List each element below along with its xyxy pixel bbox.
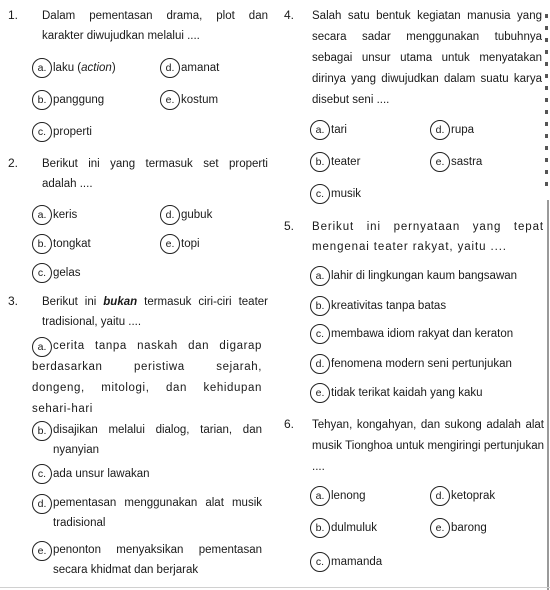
option-text: disajikan melalui dialog, tarian, dan nyanyian — [53, 424, 262, 456]
option-letter: b. — [32, 90, 52, 110]
edge-dash — [545, 74, 548, 78]
option-letter: a. — [310, 486, 330, 506]
question-text: Berikut ini bukan termasuk ciri-ciri teater tradisional, yaitu .... — [42, 296, 268, 328]
option-1e[interactable] — [160, 90, 218, 110]
option-letter: c. — [310, 324, 330, 344]
option-text: sastra — [451, 156, 483, 168]
option-6e[interactable] — [430, 518, 487, 538]
option-text: fenomena modern seni pertunjukan — [331, 358, 512, 370]
option-6a[interactable] — [310, 486, 366, 506]
option-4d[interactable] — [430, 120, 474, 140]
option-letter: c. — [310, 184, 330, 204]
option-text: kreativitas tanpa batas — [331, 300, 447, 312]
edge-dash — [545, 182, 548, 186]
edge-dash — [545, 170, 548, 174]
edge-dash — [545, 110, 548, 114]
option-6b[interactable] — [310, 518, 377, 538]
option-5c[interactable] — [310, 324, 513, 344]
page-edge — [544, 0, 550, 590]
option-3c[interactable] — [32, 464, 150, 484]
question-number: 2. — [8, 156, 19, 170]
option-text: gelas — [53, 267, 81, 279]
option-4a[interactable] — [310, 120, 347, 140]
edge-dash — [545, 62, 548, 66]
question-text: Berikut ini pernyataan yang tepat mengenai teater rakyat, yaitu .... — [312, 221, 544, 253]
option-letter: d. — [160, 58, 180, 78]
option-text: laku (action) — [53, 62, 116, 74]
option-text: tari — [331, 124, 347, 136]
option-letter: a. — [32, 337, 52, 357]
option-letter: e. — [310, 383, 330, 403]
option-letter: c. — [32, 122, 52, 142]
edge-dash — [545, 50, 548, 54]
option-letter: e. — [430, 152, 450, 172]
option-letter: e. — [160, 90, 180, 110]
edge-dash — [545, 134, 548, 138]
option-letter: c. — [310, 552, 330, 572]
option-text: pementasan menggunakan alat musik tradisional — [53, 497, 262, 529]
option-letter: d. — [430, 486, 450, 506]
option-6d[interactable] — [430, 486, 495, 506]
option-letter: b. — [32, 421, 52, 441]
question-number: 5. — [284, 219, 295, 233]
option-letter: e. — [430, 518, 450, 538]
option-2a[interactable] — [32, 205, 77, 225]
option-3d[interactable] — [32, 493, 262, 533]
option-letter: b. — [32, 234, 52, 254]
option-5d[interactable] — [310, 354, 512, 374]
option-4b[interactable] — [310, 152, 360, 172]
option-text: lahir di lingkungan kaum bangsawan — [331, 270, 518, 282]
option-text: topi — [181, 238, 200, 250]
edge-dash — [545, 146, 548, 150]
option-1c[interactable] — [32, 122, 92, 142]
question-text: Dalam pementasan drama, plot dan karakter diwujudkan melalui .... — [42, 10, 268, 42]
option-letter: a. — [310, 120, 330, 140]
question-number: 4. — [284, 8, 295, 22]
option-2b[interactable] — [32, 234, 91, 254]
option-letter: c. — [32, 263, 52, 283]
option-letter: b. — [310, 152, 330, 172]
option-text: mamanda — [331, 556, 383, 568]
option-letter: d. — [32, 494, 52, 514]
option-text: tidak terikat kaidah yang kaku — [331, 387, 483, 399]
option-5a[interactable] — [310, 266, 517, 286]
option-1b[interactable] — [32, 90, 104, 110]
option-letter: b. — [310, 518, 330, 538]
option-text: ketoprak — [451, 490, 496, 502]
option-text: rupa — [451, 124, 475, 136]
option-text: lenong — [331, 490, 366, 502]
option-4e[interactable] — [430, 152, 482, 172]
question-text: Berikut ini yang termasuk set properti adalah .... — [42, 158, 268, 190]
question-number: 6. — [284, 417, 295, 431]
option-4c[interactable] — [310, 184, 361, 204]
option-5b[interactable] — [310, 296, 446, 316]
option-text: penonton menyaksikan pementasan secara khidmat dan berjarak — [53, 544, 262, 576]
option-text: panggung — [53, 94, 105, 106]
edge-dash — [545, 14, 548, 18]
option-text: cerita tanpa naskah dan digarap berdasarkan peristiwa sejarah, dongeng, mitologi, dan kehidupan sehari-hari — [32, 340, 262, 415]
option-letter: b. — [310, 296, 330, 316]
option-text: tongkat — [53, 238, 91, 250]
edge-dash — [545, 38, 548, 42]
edge-dash — [545, 86, 548, 90]
option-3e[interactable] — [32, 540, 262, 580]
option-letter: e. — [32, 541, 52, 561]
option-letter: d. — [310, 354, 330, 374]
question-number: 3. — [8, 294, 19, 308]
option-letter: a. — [32, 205, 52, 225]
option-6c[interactable] — [310, 552, 382, 572]
option-text: ada unsur lawakan — [53, 468, 150, 480]
option-text: dulmuluk — [331, 522, 378, 534]
option-3b[interactable] — [32, 420, 262, 460]
edge-dash — [545, 122, 548, 126]
option-text: kostum — [181, 94, 219, 106]
edge-bar — [547, 200, 549, 590]
bottom-line — [0, 587, 550, 588]
edge-dash — [545, 26, 548, 30]
emphasis-word: bukan — [103, 296, 138, 308]
option-text: barong — [451, 522, 487, 534]
option-text: amanat — [181, 62, 220, 74]
option-letter: d. — [160, 205, 180, 225]
question-number: 1. — [8, 8, 19, 22]
edge-dash — [545, 158, 548, 162]
option-letter: a. — [32, 58, 52, 78]
option-5e[interactable] — [310, 383, 483, 403]
question-text: Salah satu bentuk kegiatan manusia yang secara sadar menggunakan tubuhnya sebagai unsur utama untuk menyatakan dirinya yang diwujudkan dalam suatu karya disebut seni .... — [312, 10, 542, 106]
option-text: properti — [53, 126, 92, 138]
option-2d[interactable] — [160, 205, 212, 225]
option-3a[interactable] — [32, 336, 262, 420]
option-text: teater — [331, 156, 361, 168]
option-letter: a. — [310, 266, 330, 286]
option-2c[interactable] — [32, 263, 81, 283]
option-letter: d. — [430, 120, 450, 140]
option-text: gubuk — [181, 209, 213, 221]
option-letter: c. — [32, 464, 52, 484]
question-text: Tehyan, kongahyan, dan sukong adalah alat musik Tionghoa untuk mengiringi pertunjukan .... — [312, 419, 544, 473]
option-text: musik — [331, 188, 362, 200]
option-text: membawa idiom rakyat dan keraton — [331, 328, 514, 340]
option-text: keris — [53, 209, 78, 221]
option-1d[interactable] — [160, 58, 219, 78]
edge-dash — [545, 98, 548, 102]
option-letter: e. — [160, 234, 180, 254]
option-2e[interactable] — [160, 234, 200, 254]
option-1a[interactable] — [32, 58, 116, 78]
